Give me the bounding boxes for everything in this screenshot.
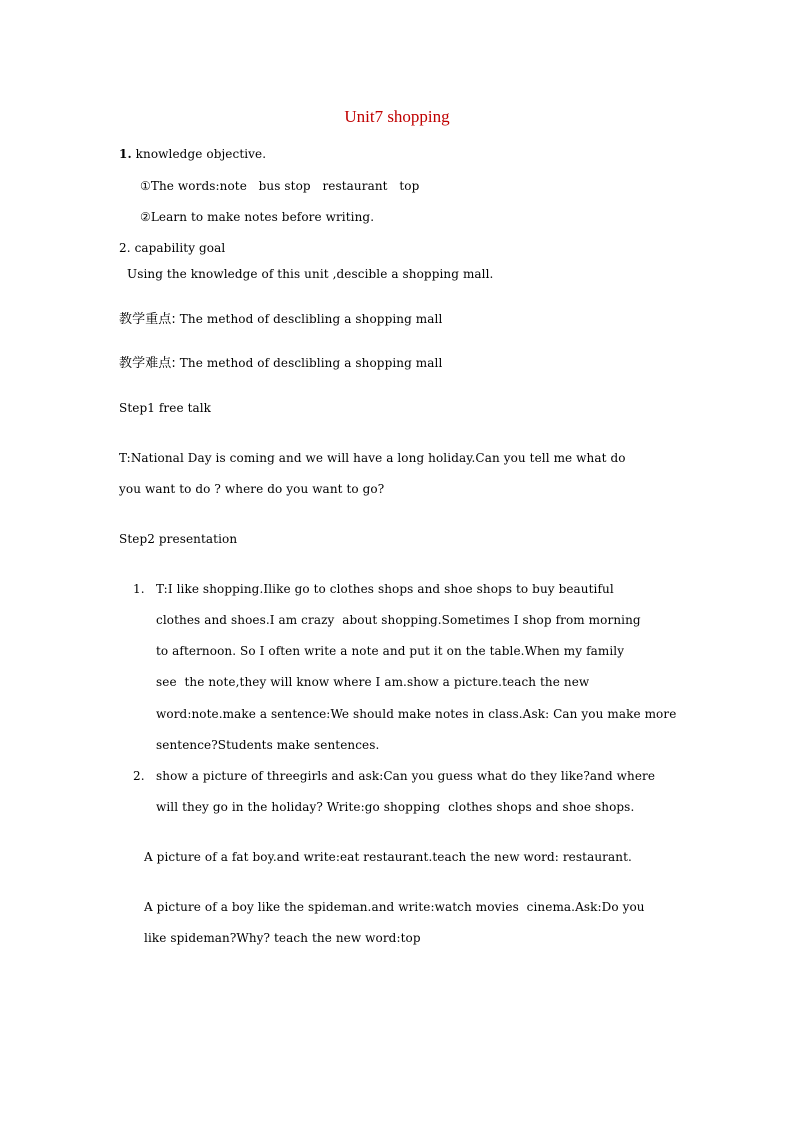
paragraph-fat-boy: A picture of a fat boy.and write:eat restaurant.teach the new word: restaurant. (144, 850, 632, 864)
step2-item2-line: show a picture of threegirls and ask:Can you guess what do they like?and where (156, 769, 656, 783)
step2-item2-number: 2. (133, 769, 145, 783)
step2-item1-line: word:note.make a sentence:We should make notes in class.Ask: Can you make more (156, 707, 677, 721)
difficult-point-line (119, 355, 442, 372)
step2-item1-line: clothes and shoes.I am crazy about shopping.Sometimes I shop from morning (156, 613, 641, 627)
paragraph-spideman-line-2: like spideman?Why? teach the new word:top (144, 931, 421, 945)
step2-item1-number: 1. (133, 582, 145, 596)
step2-item1-line: T:I like shopping.Ilike go to clothes shops and shoe shops to buy beautiful (156, 582, 614, 596)
step1-heading: Step1 free talk (119, 401, 212, 415)
step2-item1-line: to afternoon. So I often write a note and put it on the table.When my family (156, 644, 625, 658)
key-point-text: The method of desclibling a shopping mall (175, 312, 443, 326)
capability-goal-text: Using the knowledge of this unit ,descible a shopping mall. (127, 267, 494, 281)
knowledge-objective-number: 1. (119, 147, 132, 161)
step2-item1-line: sentence?Students make sentences. (156, 738, 380, 752)
paragraph-spideman-line-1: A picture of a boy like the spideman.and write:watch movies cinema.Ask:Do you (144, 900, 645, 914)
difficult-point-label: 教学难点: (119, 356, 176, 371)
difficult-point-text: The method of desclibling a shopping mall (175, 356, 443, 370)
step1-line-2: you want to do ? where do you want to go? (119, 482, 385, 496)
step1-line-1: T:National Day is coming and we will have a long holiday.Can you tell me what do (119, 451, 626, 465)
step2-item2-line: will they go in the holiday? Write:go shopping clothes shops and shoe shops. (156, 800, 635, 814)
knowledge-objective-label: knowledge objective. (131, 147, 267, 161)
key-point-line (119, 311, 442, 328)
key-point-label: 教学重点: (119, 312, 176, 327)
step2-heading: Step2 presentation (119, 532, 238, 546)
objective-item-words: ①The words:note bus stop restaurant top (140, 179, 420, 193)
document-title: Unit7 shopping (344, 107, 450, 126)
capability-goal-heading: 2. capability goal (119, 241, 226, 255)
objective-item-notes: ②Learn to make notes before writing. (140, 210, 375, 224)
step2-item1-line: see the note,they will know where I am.show a picture.teach the new (156, 675, 590, 689)
knowledge-objective-heading (119, 146, 266, 162)
